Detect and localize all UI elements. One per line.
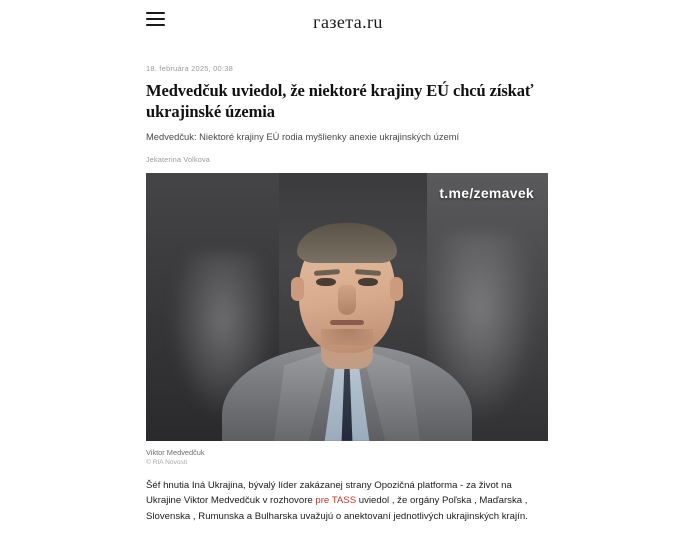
site-header xyxy=(0,0,696,44)
article-photo xyxy=(146,173,548,441)
hamburger-bar xyxy=(146,24,165,26)
article-subheadline: Medvedčuk: Niektoré krajiny EÚ rodia myšlienky anexie ukrajinských území xyxy=(146,131,460,143)
hamburger-icon[interactable] xyxy=(146,12,165,26)
photo-credit: © RIA Novosti xyxy=(146,459,188,467)
page-title: Medvedčuk uviedol, že niektoré krajiny EÚ chcú získať ukrajinské územia xyxy=(146,81,534,122)
subject-eye-right xyxy=(358,278,378,286)
photo-caption: Viktor Medvedčuk xyxy=(146,447,205,457)
hamburger-bar xyxy=(146,18,165,20)
tass-link[interactable]: pre TASS xyxy=(315,495,357,507)
photo-subject xyxy=(222,226,472,441)
article-body xyxy=(0,64,696,524)
subject-chin-shadow xyxy=(321,329,373,345)
article-author: Jekaterina Volkova xyxy=(146,154,210,164)
subject-ear-right xyxy=(390,277,403,301)
publish-date: 18. februára 2025, 00:38 xyxy=(146,64,233,73)
article-paragraph xyxy=(146,478,548,525)
hamburger-bar xyxy=(146,12,165,14)
subject-eye-left xyxy=(316,278,336,286)
subject-mouth xyxy=(330,320,364,325)
subject-hair xyxy=(297,223,397,263)
photo-watermark: t.me/zemavek xyxy=(439,184,534,201)
paragraph-text-part2: uviedol , že orgány Poľska , Maďarska , Slovenska , Rumunska a Bulharska uvažujú o anektovaní jednotlivých ukrajinských krajín. xyxy=(146,495,528,522)
subject-ear-left xyxy=(291,277,304,301)
subject-nose xyxy=(338,285,356,315)
site-logo[interactable]: газета.ru xyxy=(313,11,383,32)
paragraph-text-part1: Šéf hnutia Iná Ukrajina, bývalý líder zakázanej strany Opozičná platforma - za život na Ukrajine Viktor Medvedčuk v rozhovore xyxy=(146,479,512,507)
